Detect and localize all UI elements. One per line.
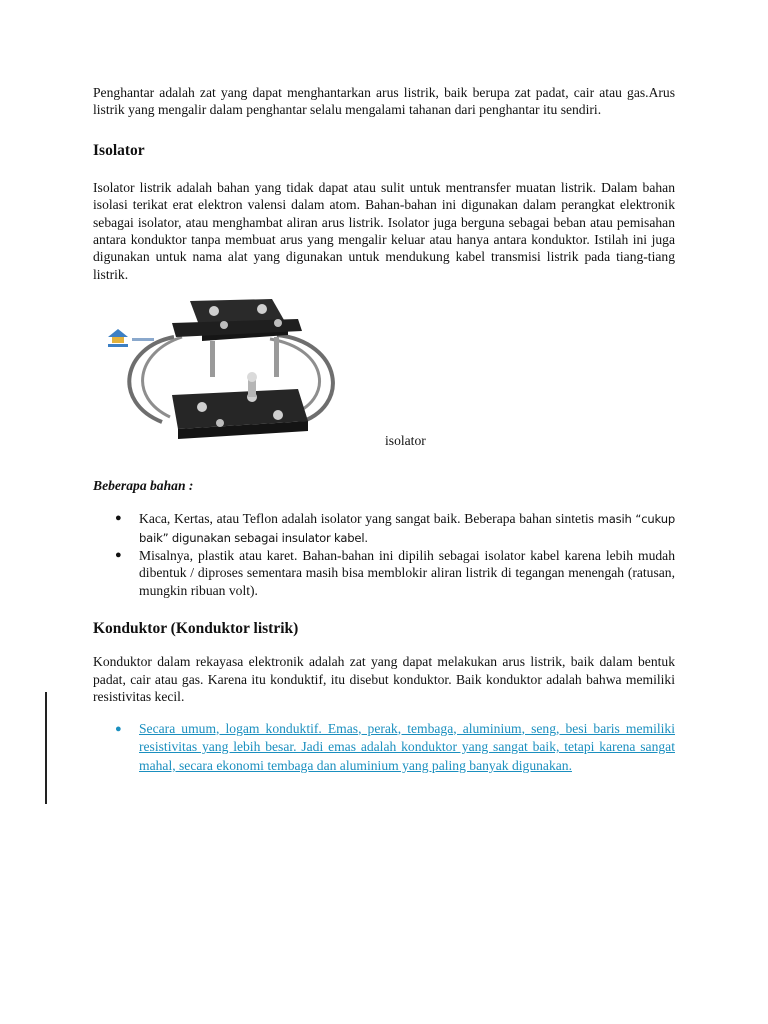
intro-paragraph: Penghantar adalah zat yang dapat menghantarkan arus listrik, baik berupa zat padat, cair atau gas.Arus listrik yang mengalir dalam penghantar selalu mengalami tahanan dari penghantar itu sendiri. bbox=[93, 85, 675, 118]
bahan-list bbox=[93, 510, 675, 599]
bullet-icon: ● bbox=[115, 549, 122, 562]
list-item bbox=[93, 510, 675, 547]
image-caption: isolator bbox=[385, 433, 426, 449]
bullet-icon: ● bbox=[115, 722, 122, 735]
konduktor-heading: Konduktor (Konduktor listrik) bbox=[93, 620, 299, 638]
list-item-text: Kaca, Kertas, atau Teflon adalah isolator yang sangat baik. Beberapa bahan sintetis bbox=[139, 511, 598, 527]
isolator-heading: Isolator bbox=[93, 141, 145, 159]
isolator-image bbox=[102, 297, 364, 447]
bullet-icon: ● bbox=[115, 512, 122, 525]
revision-change-bar bbox=[45, 692, 47, 804]
isolator-figure bbox=[93, 297, 675, 457]
document-page bbox=[93, 84, 675, 775]
konduktor-list bbox=[93, 720, 675, 776]
isolator-paragraph: Isolator listrik adalah bahan yang tidak dapat atau sulit untuk mentransfer muatan listrik. Dalam bahan isolasi terikat erat elektron valensi dalam atom. Bahan-bahan ini digunakan dalam perangkat elektronik sebagai isolator, atau menghambat aliran arus listrik. Isolator juga berguna sebagai beban atau pemisahan antara konduktor tanpa membuat arus yang mengalir keluar atau hanya antara konduktor. Istilah ini juga digunakan untuk nama alat yang digunakan untuk mendukung kabel transmisi listrik pada tiang-tiang listrik. bbox=[93, 179, 675, 282]
hyperlink-list-item[interactable] bbox=[93, 720, 675, 776]
beberapa-bahan-heading: Beberapa bahan : bbox=[93, 478, 194, 494]
list-item-text-alt-font: masih “cukup baik” digunakan sebagai insulator kabel. bbox=[139, 512, 675, 545]
list-item bbox=[93, 547, 675, 599]
konduktor-paragraph: Konduktor dalam rekayasa elektronik adalah zat yang dapat melakukan arus listrik, baik dalam bentuk padat, cair atau gas. Karena itu konduktif, itu disebut konduktor. Baik konduktor adalah bahwa memiliki resistivitas kecil. bbox=[93, 654, 675, 705]
hyperlink-text[interactable]: Secara umum, logam konduktif. Emas, perak, tembaga, aluminium, seng, besi baris memiliki resistivitas yang lebih besar. Jadi emas adalah konduktor yang sangat baik, tetapi karena sangat mahal, secara ekonomi tembaga dan aluminium yang paling banyak digunakan. bbox=[139, 720, 675, 773]
list-item-text: Misalnya, plastik atau karet. Bahan-bahan ini dipilih sebagai isolator kabel karena lebih mudah dibentuk / diproses sementara masih bisa memblokir aliran listrik di tegangan menengah (ratusan, mungkin ribuan volt). bbox=[139, 548, 675, 598]
